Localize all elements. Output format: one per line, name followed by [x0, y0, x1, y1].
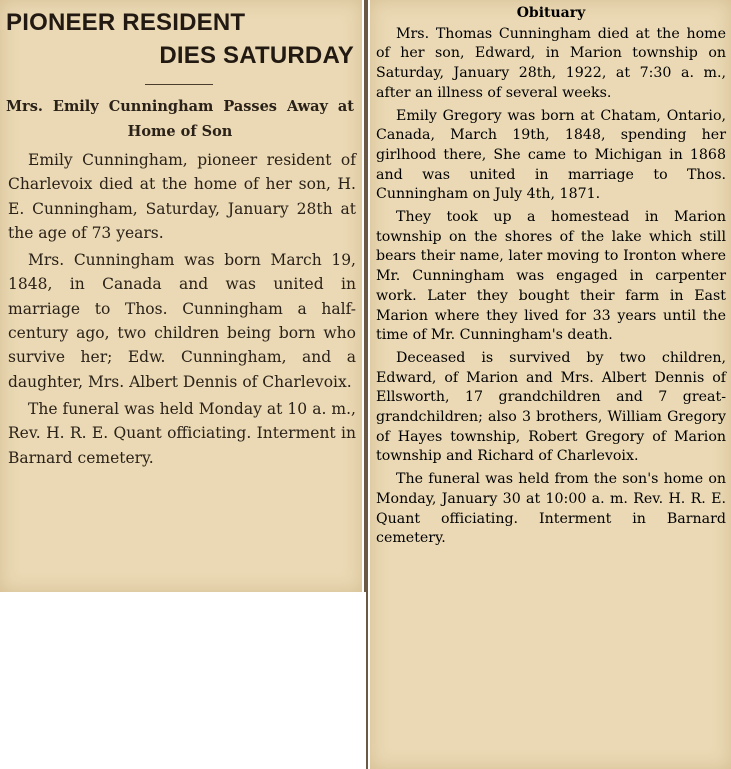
column-divider	[366, 0, 368, 769]
right-paragraph: The funeral was held from the son's home on Monday, January 30 at 10:00 a. m. Rev. H. R. E. Quant officiating. Interment in Barnard cemetery.	[376, 471, 726, 547]
right-paragraph: Mrs. Thomas Cunningham died at the home of her son, Edward, in Marion township on Saturday, January 28th, 1922, at 7:30 a. m., after an illness of several weeks.	[376, 25, 726, 101]
right-paragraph: Emily Gregory was born at Chatam, Ontario, Canada, March 19th, 1848, spending her girlhood there, She came to Michigan in 1868 and was united in marriage to Thos. Cunningham on July 4th, 1871.	[376, 107, 726, 203]
right-paragraph: They took up a homestead in Marion township on the shores of the lake which still bears their name, later moving to Ironton where Mr. Cunningham was engaged in carpenter work. Later they bought their farm in East Marion where they lived for 33 years until the time of Mr. Cunningham's death.	[376, 209, 726, 344]
headline-line-1: PIONEER RESIDENT	[6, 9, 246, 36]
left-article-body	[8, 148, 356, 473]
right-paragraph: Deceased is survived by two children, Edward, of Marion and Mrs. Albert Dennis of Ellsworth, 17 grandchildren and 7 great-grandchildren; also 3 brothers, William Gregory of Hayes township, Robert Gregory of Marion township and Richard of Charlevoix.	[376, 349, 726, 465]
headline-line-2: DIES SATURDAY	[159, 42, 354, 69]
subheadline: Mrs. Emily Cunningham Passes Away at Home of Son	[6, 98, 354, 140]
headline-rule	[145, 84, 213, 85]
left-clipping	[0, 0, 362, 592]
right-article-body	[376, 4, 726, 552]
left-paragraph: Emily Cunningham, pioneer resident of Charlevoix died at the home of her son, H. E. Cunningham, Saturday, January 28th at the age of 73 years.	[8, 151, 356, 242]
left-paragraph: Mrs. Cunningham was born March 19, 1848, in Canada and was united in marriage to Thos. Cunningham a half-century ago, two children being born who survive her; Edw. Cunningham, and a daughter, Mrs. Albert Dennis of Charlevoix.	[8, 251, 356, 391]
obituary-title: Obituary	[516, 5, 586, 21]
left-paragraph: The funeral was held Monday at 10 a. m., Rev. H. R. E. Quant officiating. Interment in Barnard cemetery.	[8, 399, 356, 467]
